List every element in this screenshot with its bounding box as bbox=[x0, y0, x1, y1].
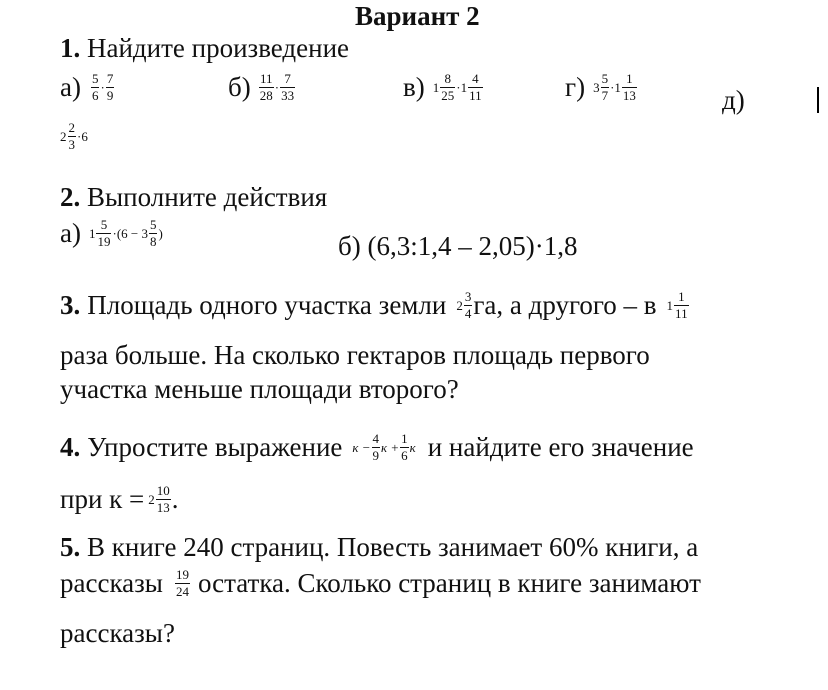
fraction: 5 7 bbox=[601, 71, 609, 103]
fraction: 5 6 bbox=[91, 71, 99, 103]
operator: · bbox=[456, 79, 461, 95]
fraction: $\frac{1}{6}$ bbox=[401, 431, 408, 463]
task-5-number: 5. bbox=[60, 532, 81, 562]
whole-part: 2 bbox=[60, 128, 67, 144]
task-1-text: Найдите произведение bbox=[87, 33, 350, 63]
operator: · bbox=[610, 79, 615, 95]
task-2b-expression: (6,3:1,4 – 2,05)·1,8 bbox=[367, 231, 578, 261]
expression-part: к + bbox=[381, 439, 400, 455]
fraction: $\frac{4}{9}$ bbox=[372, 431, 380, 463]
text-cursor-bar bbox=[817, 87, 819, 113]
operator: · bbox=[100, 79, 105, 95]
task-2a bbox=[60, 218, 163, 248]
whole-part: 1 bbox=[666, 297, 674, 313]
task-3-text: га, а другого – в bbox=[473, 289, 657, 320]
task-4-number: 4. bbox=[60, 431, 81, 462]
task-5-line-1 bbox=[60, 534, 698, 561]
fraction: 11 28 bbox=[259, 71, 273, 103]
fraction: 7 33 bbox=[281, 71, 295, 103]
task-1b-label: б) bbox=[228, 71, 251, 102]
task-2a-label: а) bbox=[60, 217, 81, 248]
fraction: 19 24 bbox=[175, 567, 189, 599]
task-5-text: остатка. Сколько страниц в книге занимают bbox=[197, 567, 701, 598]
task-5-line-3: рассказы? bbox=[60, 618, 175, 648]
fraction: 7 9 bbox=[106, 71, 114, 103]
task-5-text: рассказы bbox=[60, 567, 163, 598]
whole-part: 1 bbox=[614, 79, 621, 95]
whole-part: 1 bbox=[432, 79, 440, 95]
task-1a-label: а) bbox=[60, 71, 81, 102]
fraction: 5 8 bbox=[149, 217, 157, 249]
fraction: 3 4 bbox=[464, 289, 472, 321]
task-1-heading bbox=[60, 35, 349, 62]
task-2b bbox=[338, 233, 577, 260]
task-3-text: Площадь одного участка земли bbox=[87, 289, 447, 320]
whole-part: 3 bbox=[593, 79, 600, 95]
whole-part: 2 bbox=[148, 491, 155, 507]
number: 6 bbox=[81, 128, 88, 144]
page-title: Вариант 2 bbox=[355, 1, 480, 31]
task-4-line-2 bbox=[60, 484, 179, 514]
fraction: 10 13 bbox=[156, 483, 170, 515]
task-4-text: при к = bbox=[60, 483, 145, 514]
task-1e-label: д) bbox=[722, 85, 745, 115]
whole-part: 2 bbox=[456, 297, 463, 313]
task-3-line-3: участка меньше площади второго? bbox=[60, 374, 459, 404]
task-1d bbox=[565, 72, 638, 102]
task-2-text: Выполните действия bbox=[87, 182, 328, 212]
task-1-number: 1. bbox=[60, 33, 81, 63]
expression-part: ) bbox=[158, 225, 163, 241]
task-2b-label: б) bbox=[338, 231, 361, 261]
fraction: 2 3 bbox=[68, 120, 75, 152]
task-5-line-2 bbox=[60, 568, 701, 598]
period: . bbox=[171, 483, 179, 514]
expression-part: ·(6 − 3 bbox=[112, 225, 148, 241]
task-4-text: Упростите выражение bbox=[87, 431, 343, 462]
expression-part: к − bbox=[352, 439, 371, 455]
task-3-line-2: раза больше. На сколько гектаров площадь первого bbox=[60, 340, 650, 370]
expression-part: к bbox=[409, 439, 416, 455]
fraction: 5 19 bbox=[97, 217, 111, 249]
task-4-text: и найдите его значение bbox=[427, 431, 694, 462]
whole-part: 1 bbox=[88, 225, 96, 241]
operator: · bbox=[77, 128, 82, 144]
task-1b bbox=[228, 72, 296, 102]
task-1e bbox=[60, 121, 88, 151]
task-3-number: 3. bbox=[60, 289, 81, 320]
task-3-line-1 bbox=[60, 290, 690, 320]
fraction: 1 13 bbox=[622, 71, 636, 103]
task-4-line-1 bbox=[60, 432, 694, 462]
task-2-heading bbox=[60, 184, 327, 211]
task-1a bbox=[60, 72, 115, 102]
operator: · bbox=[274, 79, 280, 95]
task-5-text: В книге 240 страниц. Повесть занимает 60% книги, а bbox=[87, 532, 699, 562]
task-2-number: 2. bbox=[60, 182, 81, 212]
fraction: 8 25 bbox=[441, 71, 455, 103]
whole-part: 1 bbox=[460, 79, 468, 95]
fraction: 4 11 bbox=[469, 71, 482, 103]
task-1d-label: г) bbox=[565, 71, 586, 102]
task-1c bbox=[403, 72, 484, 102]
task-1c-label: в) bbox=[403, 71, 425, 102]
fraction: 1 11 bbox=[675, 289, 688, 321]
